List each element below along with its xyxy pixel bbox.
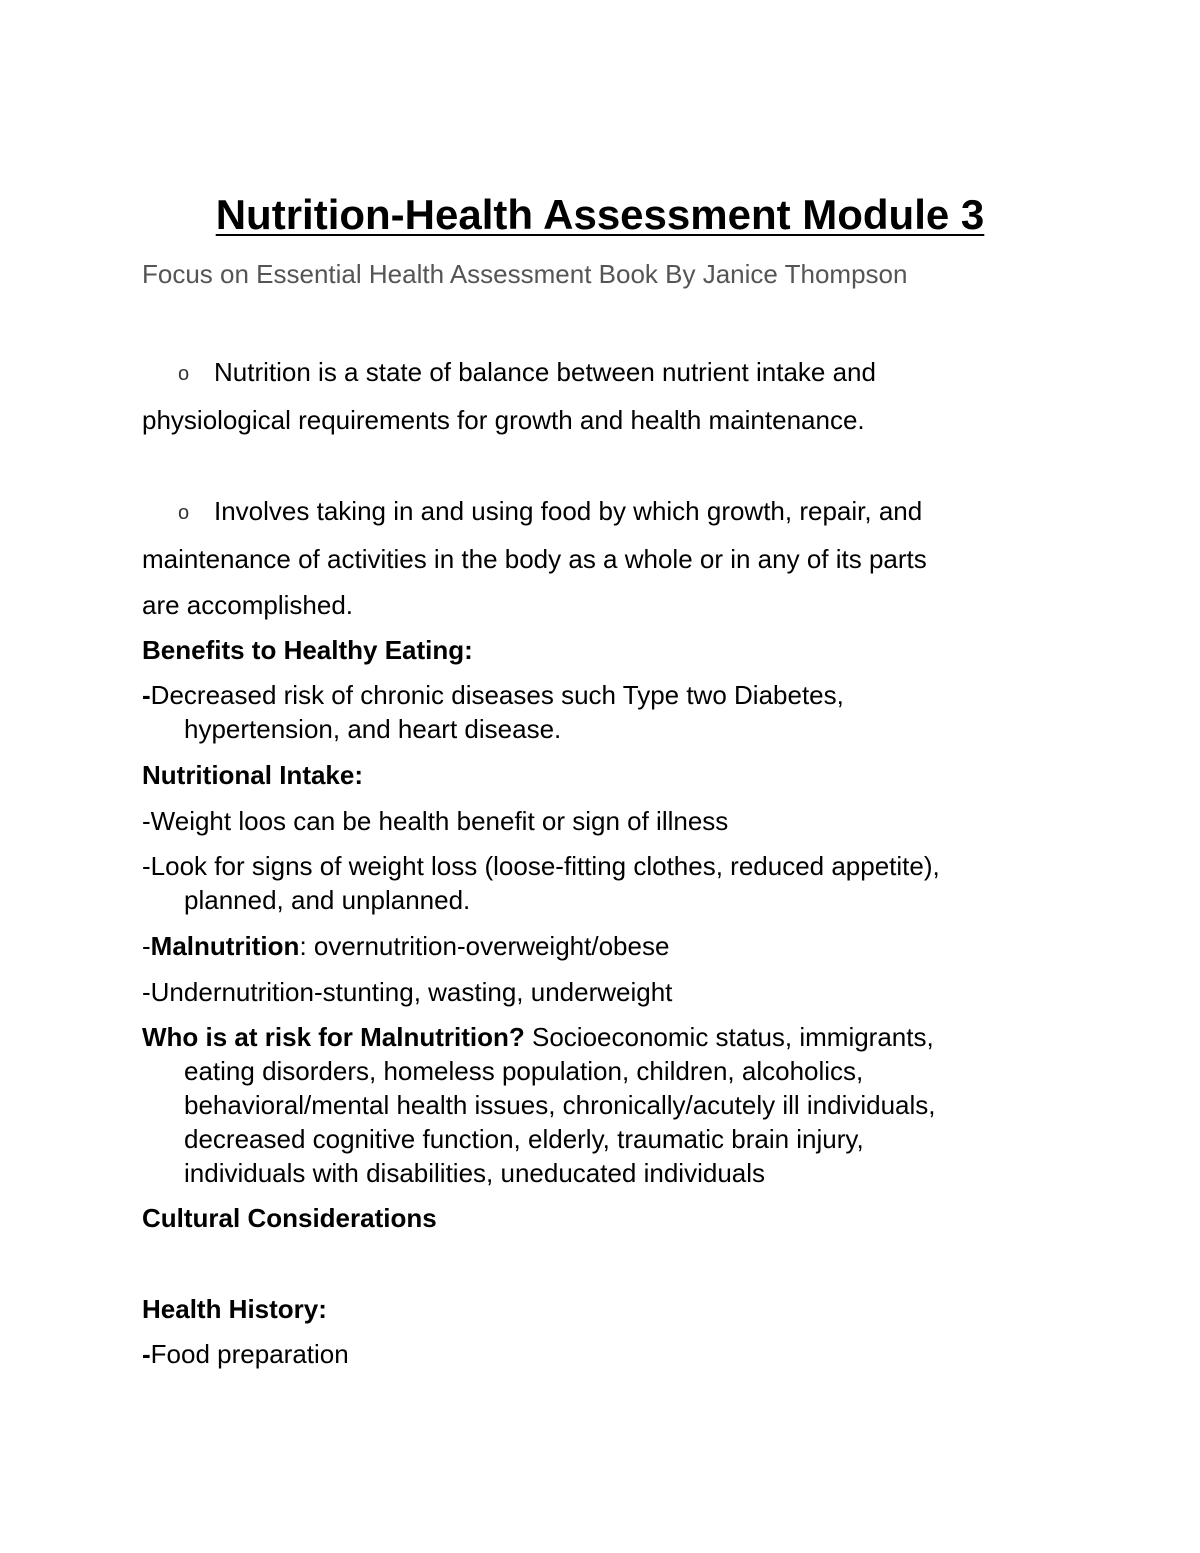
intake-item-1: -Weight loos can be health benefit or sign of illness	[142, 806, 729, 836]
bullet-2-line-2: maintenance of activities in the body as a whole or in any of its parts	[142, 544, 927, 574]
subtitle: Focus on Essential Health Assessment Book By Janice Thompson	[142, 259, 908, 289]
risk-line-1: Who is at risk for Malnutrition? Socioeconomic status, immigrants,	[142, 1022, 934, 1052]
bullet-1-line-2: physiological requirements for growth and health maintenance.	[142, 405, 865, 435]
risk-line-3: behavioral/mental health issues, chronically/acutely ill individuals,	[184, 1090, 936, 1120]
benefits-line-2: hypertension, and heart disease.	[184, 714, 562, 744]
benefits-heading: Benefits to Healthy Eating:	[142, 635, 473, 665]
bullet-1-line-1: o Nutrition is a state of balance between nutrient intake and	[142, 355, 876, 391]
cultural-heading: Cultural Considerations	[142, 1203, 437, 1233]
risk-line-2: eating disorders, homeless population, children, alcoholics,	[184, 1056, 864, 1086]
bullet-2-line-1: o Involves taking in and using food by which growth, repair, and	[142, 494, 922, 530]
intake-item-2-line-2: planned, and unplanned.	[184, 885, 471, 915]
intake-heading: Nutritional Intake:	[142, 760, 364, 790]
risk-line-5: individuals with disabilities, uneducated individuals	[184, 1158, 766, 1188]
bullet-marker-icon: o	[178, 363, 190, 385]
benefits-line-1: -Decreased risk of chronic diseases such Type two Diabetes,	[142, 680, 844, 710]
bullet-marker-icon: o	[178, 502, 190, 524]
history-item-1: -Food preparation	[142, 1339, 349, 1369]
intake-item-2-line-1: -Look for signs of weight loss (loose-fitting clothes, reduced appetite),	[142, 851, 940, 881]
bullet-2-line-3: are accomplished.	[142, 590, 353, 620]
risk-line-4: decreased cognitive function, elderly, traumatic brain injury,	[184, 1124, 864, 1154]
intake-item-4: -Undernutrition-stunting, wasting, underweight	[142, 977, 673, 1007]
history-heading: Health History:	[142, 1294, 327, 1324]
page-title: Nutrition-Health Assessment Module 3	[215, 191, 985, 238]
intake-malnutrition: -Malnutrition: overnutrition-overweight/obese	[142, 931, 670, 961]
